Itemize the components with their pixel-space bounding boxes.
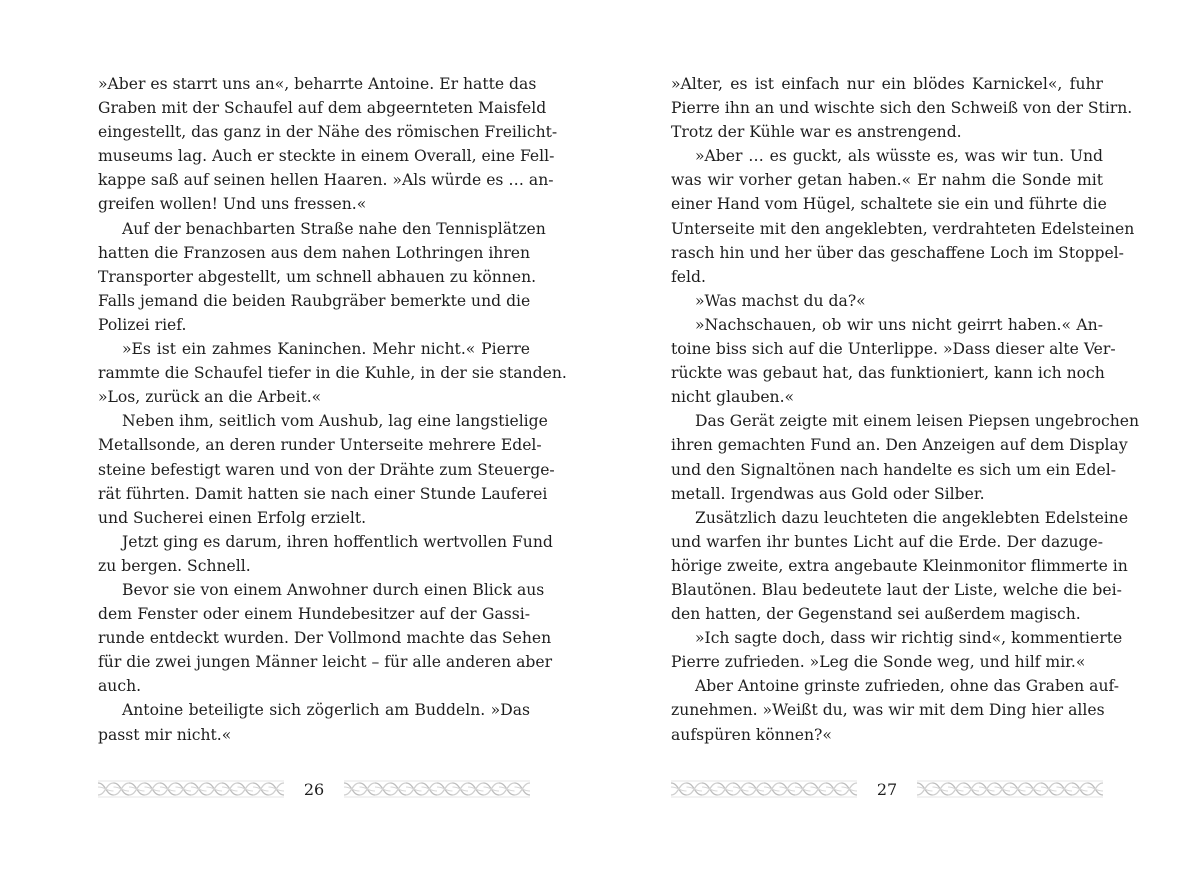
- right-page: [671, 72, 1140, 747]
- text-line: Trotz der Kühle war es anstrengend.: [671, 123, 962, 142]
- text-line: »Ich sagte doch, dass wir richtig sind«, kommentierte: [695, 629, 1123, 648]
- text-line: rammte die Schaufel tiefer in die Kuhle, in der sie standen.: [98, 364, 567, 383]
- page-number: 26: [303, 779, 325, 799]
- text-line: metall. Irgendwas aus Gold oder Silber.: [671, 484, 985, 503]
- text-line: und Sucherei einen Erfolg erzielt.: [98, 508, 367, 527]
- text-line: dem Fenster oder einem Hundebesitzer auf der Gassi-: [98, 605, 530, 624]
- text-line: passt mir nicht.«: [98, 725, 232, 744]
- text-line: auch.: [98, 677, 142, 696]
- text-line: Pierre zufrieden. »Leg die Sonde weg, und hilf mir.«: [671, 653, 1086, 672]
- text-line: »Aber es starrt uns an«, beharrte Antoine. Er hatte das: [98, 75, 537, 93]
- text-line: rasch hin und her über das geschaffene Loch im Stoppel-: [671, 243, 1124, 262]
- text-line: »Aber … es guckt, als wüsste es, was wir tun. Und: [695, 147, 1103, 166]
- text-line: Aber Antoine grinste zufrieden, ohne das Graben auf-: [695, 677, 1119, 696]
- text-line: Neben ihm, seitlich vom Aushub, lag eine langstielige: [122, 412, 548, 431]
- text-line: Unterseite mit den angeklebten, verdrahteten Edelsteinen: [671, 219, 1135, 238]
- text-line: Graben mit der Schaufel auf dem abgeernteten Maisfeld: [98, 99, 547, 118]
- text-line: zu bergen. Schnell.: [98, 556, 251, 575]
- text-line: und warfen ihr buntes Licht auf die Erde. Der dazuge-: [671, 532, 1103, 551]
- text-line: Jetzt ging es darum, ihren hoffentlich wertvollen Fund: [122, 532, 553, 551]
- text-line: Transporter abgestellt, um schnell abhauen zu können.: [98, 267, 537, 286]
- text-line: Blautönen. Blau bedeutete laut der Liste, welche die bei-: [671, 580, 1122, 599]
- braid-ornament-icon: [671, 779, 857, 799]
- text-line: rückte was gebaut hat, das funktioniert, kann ich noch: [671, 364, 1105, 383]
- text-line: was wir vorher getan haben.« Er nahm die Sonde mit: [671, 171, 1103, 190]
- left-page-footer: [98, 775, 530, 803]
- right-page-footer: [671, 775, 1103, 803]
- text-line: Auf der benachbarten Straße nahe den Tennisplätzen: [122, 219, 546, 238]
- text-line: nicht glauben.«: [671, 388, 795, 407]
- text-line: aufspüren können?«: [671, 725, 832, 744]
- text-line: Polizei rief.: [98, 315, 187, 334]
- text-line: hatten die Franzosen aus dem nahen Lothringen ihren: [98, 243, 531, 262]
- text-line: Metallsonde, an deren runder Unterseite mehrere Edel-: [98, 436, 542, 455]
- text-line: museums lag. Auch er steckte in einem Overall, eine Fell-: [98, 147, 555, 166]
- text-line: eingestellt, das ganz in der Nähe des römischen Freilicht-: [98, 123, 558, 142]
- text-line: Antoine beteiligte sich zögerlich am Buddeln. »Das: [122, 701, 530, 720]
- text-line: ihren gemachten Fund an. Den Anzeigen auf dem Display: [671, 436, 1128, 455]
- text-line: kappe saß auf seinen hellen Haaren. »Als würde es … an-: [98, 171, 554, 190]
- text-line: feld.: [671, 267, 706, 286]
- text-line: für die zwei jungen Männer leicht – für alle anderen aber: [98, 653, 553, 672]
- text-line: Das Gerät zeigte mit einem leisen Piepsen ungebrochen: [695, 412, 1140, 431]
- text-line: »Es ist ein zahmes Kaninchen. Mehr nicht.« Pierre: [122, 340, 530, 359]
- text-line: zunehmen. »Weißt du, was wir mit dem Ding hier alles: [671, 701, 1105, 720]
- text-line: Zusätzlich dazu leuchteten die angeklebten Edelsteine: [695, 508, 1129, 527]
- text-line: einer Hand vom Hügel, schaltete sie ein und führte die: [671, 195, 1107, 214]
- text-line: greifen wollen! Und uns fressen.«: [98, 195, 367, 214]
- text-line: »Los, zurück an die Arbeit.«: [98, 388, 322, 407]
- braid-ornament-icon: [98, 779, 284, 799]
- text-line: den hatten, der Gegenstand sei außerdem magisch.: [671, 605, 1081, 624]
- text-line: toine biss sich auf die Unterlippe. »Dass dieser alte Ver-: [671, 340, 1116, 359]
- text-line: Bevor sie von einem Anwohner durch einen Blick aus: [122, 580, 545, 599]
- braid-ornament-icon: [917, 779, 1103, 799]
- text-line: runde entdeckt wurden. Der Vollmond machte das Sehen: [98, 629, 552, 648]
- text-line: und den Signaltönen nach handelte es sich um ein Edel-: [671, 460, 1117, 479]
- text-line: Pierre ihn an und wischte sich den Schweiß von der Stirn.: [671, 99, 1133, 118]
- page-number: 27: [876, 779, 898, 799]
- text-line: »Was machst du da?«: [695, 291, 866, 310]
- text-line: rät führten. Damit hatten sie nach einer Stunde Lauferei: [98, 484, 548, 503]
- text-line: Falls jemand die beiden Raubgräber bemerkte und die: [98, 291, 531, 310]
- left-page: [98, 72, 567, 747]
- text-line: »Nachschauen, ob wir uns nicht geirrt haben.« An-: [695, 315, 1103, 334]
- text-line: hörige zweite, extra angebaute Kleinmonitor flimmerte in: [671, 556, 1128, 575]
- text-line: steine befestigt waren und von der Drähte zum Steuerge-: [98, 460, 555, 479]
- braid-ornament-icon: [344, 779, 530, 799]
- text-line: »Alter, es ist einfach nur ein blödes Karnickel«, fuhr: [671, 75, 1103, 93]
